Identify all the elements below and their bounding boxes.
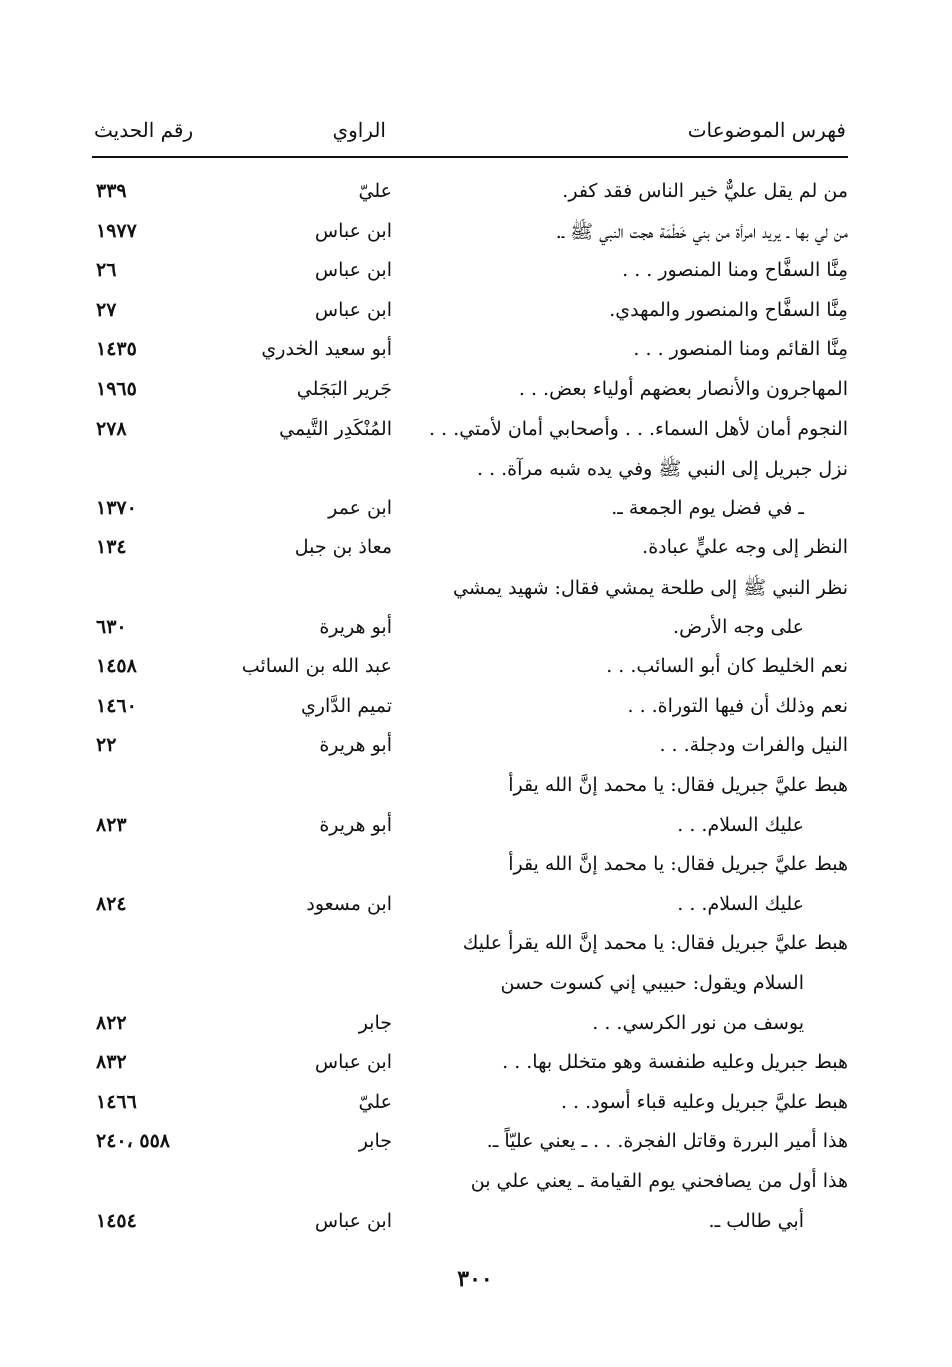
topic-text: من لي بها ـ يريد امرأة من بني خَطْمَة هجت النبي ﷺ ـ.	[555, 220, 848, 243]
topic-text: هذا أول من يصافحني يوم القيامة ـ يعني علي بن	[470, 1170, 848, 1192]
narrator-text: أبو هريرة	[319, 813, 392, 836]
index-row	[0, 853, 952, 893]
topic-text: عليك السلام. . .	[677, 813, 804, 836]
topic-text: هبط عليَّ جبريل وعليه قباء أسود. . .	[560, 1090, 848, 1113]
hadith-number: ٦٣٠	[96, 615, 127, 638]
topic-text: ـ في فضل يوم الجمعة ـ.	[611, 496, 804, 519]
index-row	[0, 497, 952, 537]
topic-text: النجوم أمان لأهل السماء. . . وأصحابي أمان لأمتي. . .	[429, 417, 848, 440]
narrator-text: تميم الدَّاري	[300, 694, 392, 717]
topic-text: هبط عليَّ جبريل فقال: يا محمد إنَّ الله يقرأ	[508, 774, 848, 796]
topic-text: مِنَّا السفَّاح ومنا المنصور . . .	[622, 259, 848, 282]
hadith-number: ١٤٥٨	[96, 655, 137, 678]
narrator-text: أبو سعيد الخدري	[261, 338, 392, 361]
index-row	[0, 655, 952, 695]
header-hadith-number: رقم الحديث	[94, 118, 194, 142]
narrator-text: ابن عباس	[314, 1051, 392, 1074]
narrator-text: عبد الله بن السائب	[241, 655, 392, 678]
narrator-text: ابن عباس	[314, 219, 392, 242]
hadith-number: ٥٥٨ ،٢٤٠	[96, 1130, 170, 1153]
narrator-text: أبو هريرة	[319, 615, 392, 638]
hadith-number: ١٤٥٤	[96, 1209, 137, 1232]
index-row	[0, 536, 952, 576]
narrator-text: جَرير البَجَلي	[296, 378, 392, 400]
hadith-number: ١٩٦٥	[96, 378, 137, 400]
hadith-number: ١٤٦٦	[96, 1090, 137, 1113]
hadith-number: ٨٢٢	[96, 1011, 127, 1034]
hadith-number: ١٣٧٠	[96, 496, 137, 519]
hadith-number: ٨٢٣	[96, 813, 127, 836]
header-narrator: الراوي	[332, 118, 386, 142]
topic-text: نعم الخليط كان أبو السائب. . .	[606, 655, 848, 678]
hadith-number: ٨٢٤	[96, 892, 127, 915]
hadith-number: ١٤٣٥	[96, 338, 137, 361]
topic-text: مِنَّا السفَّاح والمنصور والمهدي.	[609, 298, 848, 321]
hadith-number: ١٤٦٠	[96, 694, 137, 717]
hadith-number: ٣٣٩	[96, 180, 127, 202]
index-row	[0, 1210, 952, 1250]
index-row	[0, 1012, 952, 1052]
hadith-number: ١٣٤	[96, 536, 127, 559]
index-row	[0, 378, 952, 418]
topic-text: نظر النبي ﷺ إلى طلحة يمشي فقال: شهيد يمشي	[453, 577, 848, 599]
hadith-number: ٨٣٢	[96, 1051, 127, 1074]
index-row	[0, 457, 952, 497]
topic-text: هبط جبريل وعليه طنفسة وهو متخلل بها. . .	[502, 1051, 848, 1074]
hadith-number: ٢٦	[96, 259, 117, 282]
topic-text: أبي طالب ـ.	[708, 1209, 804, 1232]
narrator-text: المُنْكَدِر التَّيمي	[279, 417, 392, 440]
narrator-text: أبو هريرة	[319, 734, 392, 757]
hadith-number: ٢٧	[96, 298, 117, 321]
narrator-text: جابر	[358, 1130, 392, 1153]
narrator-text: ابن عباس	[314, 1209, 392, 1232]
index-row	[0, 616, 952, 656]
index-row	[0, 338, 952, 378]
narrator-text: عليّ	[358, 180, 392, 202]
index-row	[0, 1130, 952, 1170]
topic-text: السلام ويقول: حبيبي إني كسوت حسن	[500, 972, 804, 994]
index-row	[0, 893, 952, 933]
narrator-text: ابن عباس	[314, 298, 392, 321]
index-row	[0, 734, 952, 774]
narrator-text: ابن مسعود	[306, 892, 392, 915]
index-row	[0, 932, 952, 972]
index-row	[0, 695, 952, 735]
index-row	[0, 259, 952, 299]
index-row	[0, 972, 952, 1012]
index-row	[0, 220, 952, 260]
narrator-text: معاذ بن جبل	[294, 536, 392, 559]
index-row	[0, 774, 952, 814]
topic-text: هذا أمير البررة وقاتل الفجرة. . . ـ يعني عليّاً ـ.	[486, 1130, 848, 1153]
topic-text: هبط عليَّ جبريل فقال: يا محمد إنَّ الله يقرأ عليك	[462, 932, 848, 955]
topic-text: على وجه الأرض.	[673, 615, 804, 638]
narrator-text: عليّ	[358, 1090, 392, 1113]
page-number: ٣٠٠	[457, 1266, 493, 1292]
hadith-number: ٢٧٨	[96, 417, 127, 440]
topic-text: المهاجرون والأنصار بعضهم أولياء بعض. . .	[518, 378, 848, 400]
topic-text: عليك السلام. . .	[677, 892, 804, 915]
narrator-text: جابر	[358, 1011, 392, 1034]
index-row	[0, 1051, 952, 1091]
hadith-number: ١٩٧٧	[96, 219, 137, 242]
topic-text: من لم يقل عليٌّ خير الناس فقد كفر.	[562, 180, 848, 202]
index-row	[0, 1170, 952, 1210]
topic-text: النظر إلى وجه عليٍّ عبادة.	[642, 536, 848, 559]
topic-text: مِنَّا القائم ومنا المنصور . . .	[633, 338, 848, 361]
narrator-text: ابن عباس	[314, 259, 392, 282]
index-row	[0, 814, 952, 854]
topic-text: نعم وذلك أن فيها التوراة. . .	[627, 694, 848, 717]
index-row	[0, 576, 952, 616]
header-rule	[92, 156, 848, 158]
index-row	[0, 1091, 952, 1131]
topic-text: هبط عليَّ جبريل فقال: يا محمد إنَّ الله يقرأ	[508, 853, 848, 876]
topic-text: نزل جبريل إلى النبي ﷺ وفي يده شبه مرآة. . .	[476, 458, 848, 481]
hadith-number: ٢٢	[96, 734, 117, 757]
topic-text: يوسف من نور الكرسي. . .	[592, 1011, 804, 1034]
index-row	[0, 180, 952, 220]
header-title: فهرس الموضوعات	[687, 118, 846, 142]
narrator-text: ابن عمر	[328, 496, 392, 519]
index-row	[0, 418, 952, 458]
index-row	[0, 299, 952, 339]
topic-text: النيل والفرات ودجلة. . .	[659, 734, 848, 757]
